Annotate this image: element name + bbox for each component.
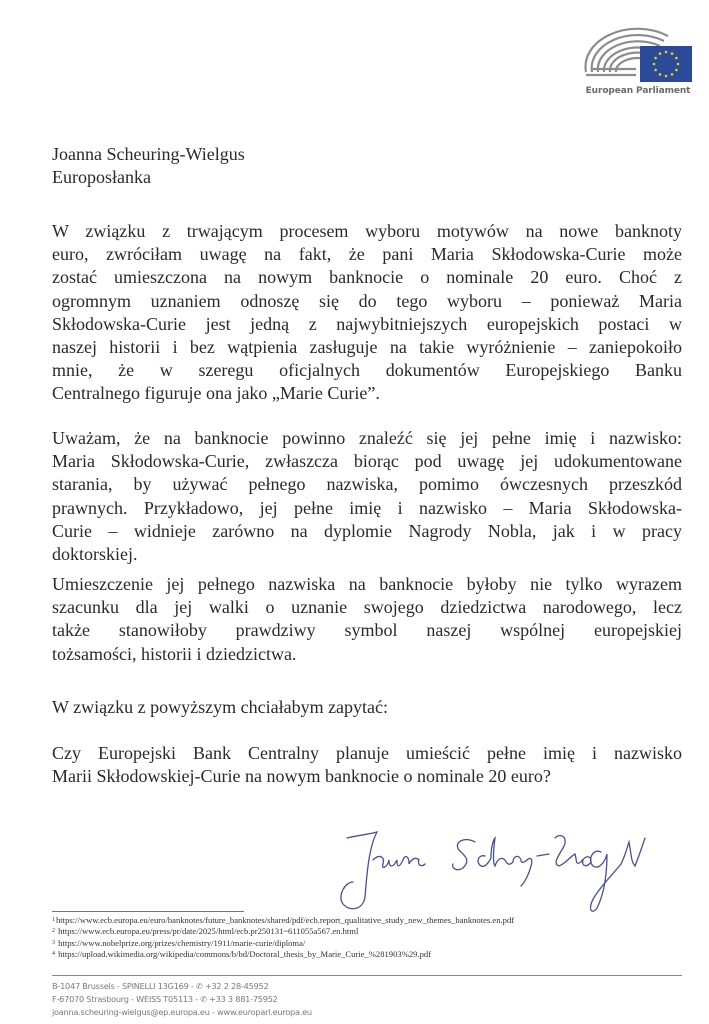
text-line: Czy Europejski Bank Centralny planuje umieścić pełne imię i nazwisko	[52, 743, 682, 763]
contact-strasbourg	[52, 993, 552, 1006]
paragraph-1	[52, 220, 682, 406]
footnote-link[interactable]: https://www.ecb.europa.eu/press/pr/date/2025/html/ecb.pr250131~611055a567.en.html	[58, 926, 359, 937]
strasbourg-address: F-67070 Strasbourg - WEISS T05113 -	[52, 994, 201, 1004]
text-line: Umieszczenie jej pełnego nazwiska na banknocie byłoby nie tylko wyrazem	[52, 574, 682, 594]
text-line: doktorskiej.	[52, 544, 138, 565]
footnote-1[interactable]	[52, 915, 692, 926]
text-line: szacunku dla jej walki o uznanie swojego dziedzictwa narodowego, lecz	[52, 597, 682, 618]
text-line: zostać umieszczona na nowym banknocie o nominale 20 euro. Choć z	[52, 267, 682, 288]
footnote-number: 1	[52, 917, 55, 923]
handwritten-signature	[325, 812, 685, 922]
contact-block	[52, 980, 552, 1019]
footnotes	[52, 915, 692, 961]
text-line: Curie – widnieje zarówno na dyplomie Nagrody Nobla, jak i w pracy	[52, 520, 682, 541]
footnote-number: 2	[52, 928, 55, 935]
footnote-3[interactable]	[52, 938, 692, 949]
hemicycle-flag-icon	[580, 24, 696, 86]
star-icon	[671, 73, 674, 76]
star-icon	[675, 69, 678, 72]
star-icon	[659, 52, 662, 55]
question-paragraph	[52, 742, 682, 788]
text-line: prawnych. Przykładowo, jej pełne imię i nazwisko – Maria Skłodowska-	[52, 497, 682, 518]
star-icon	[659, 73, 662, 76]
star-icon	[654, 57, 657, 60]
sender-name: Joanna Scheuring-Wielgus	[52, 144, 245, 164]
contact-brussels	[52, 980, 552, 993]
star-icon	[653, 63, 656, 66]
star-icon	[677, 63, 680, 66]
phone-icon: ✆	[196, 982, 203, 991]
footer-separator	[52, 975, 682, 976]
text-line: Uważam, że na banknocie powinno znaleźć się jej pełne imię i nazwisko:	[52, 428, 682, 448]
footnote-link[interactable]: https://upload.wikimedia.org/wikipedia/commons/b/bd/Doctoral_thesis_by_Marie_Curie_%281903%29.pdf	[58, 949, 432, 960]
brussels-phone[interactable]: +32 2 28-45952	[204, 981, 269, 991]
footnote-link[interactable]: https://www.nobelprize.org/prizes/chemistry/1911/marie-curie/diploma/	[58, 937, 306, 948]
sender-title: Europosłanka	[52, 167, 151, 187]
text-line: tożsamości, historii i dziedzictwa.	[52, 643, 297, 664]
organization-name: European Parliament	[585, 86, 691, 96]
text-line: naszej historii i bez wątpienia zasługuje na takie wyróżnienie – zaniepokoiło	[52, 337, 682, 358]
brussels-address: B-1047 Brussels - SPINELLI 13G169 -	[52, 981, 196, 991]
text-line: Marii Skłodowskiej-Curie na nowym banknocie o nominale 20 euro?	[52, 766, 551, 787]
star-icon	[665, 75, 668, 78]
text-line: starania, by używać pełnego nazwiska, pomimo ówczesnych przeszkód	[52, 474, 682, 495]
text-line: W związku z trwającym procesem wyboru motywów na nowe banknoty	[52, 221, 682, 241]
signature-icon	[325, 812, 685, 922]
footnote-separator	[52, 911, 244, 912]
european-parliament-logo	[580, 24, 696, 104]
text-line: ogromnym uznaniem odnoszę się do tego wyboru – ponieważ Maria	[52, 290, 682, 311]
text-line: Maria Skłodowska-Curie, zwłaszcza biorąc pod uwagę jej udokumentowane	[52, 451, 682, 472]
footnote-link[interactable]: https://www.ecb.europa.eu/euro/banknotes/future_banknotes/shared/pdf/ecb.report_qualitative_study_new_themes_banknotes.en.pdf	[56, 915, 515, 925]
footnote-2[interactable]	[52, 926, 692, 937]
text-line: mnie, że w szeregu oficjalnych dokumentów Europejskiego Banku	[52, 360, 682, 381]
strasbourg-phone[interactable]: +33 3 881-75952	[209, 994, 278, 1004]
paragraph-3	[52, 573, 682, 666]
text-line: także stanowiłoby prawdziwy symbol naszej wspólnej europejskiej	[52, 620, 682, 641]
star-icon	[665, 51, 668, 54]
paragraph-2	[52, 427, 682, 566]
text-line: euro, zwróciłam uwagę na fakt, że pani Maria Skłodowska-Curie może	[52, 244, 682, 265]
contact-email-web[interactable]: joanna.scheuring-wielgus@ep.europa.eu - www.europarl.europa.eu	[52, 1007, 312, 1017]
text-line: Centralnego figuruje ona jako „Marie Curie”.	[52, 383, 380, 404]
paragraph-4: W związku z powyższym chciałabym zapytać:	[52, 697, 389, 717]
footnote-number: 3	[52, 939, 55, 946]
phone-icon: ✆	[200, 995, 207, 1004]
star-icon	[654, 69, 657, 72]
sender-block	[52, 143, 245, 189]
star-icon	[671, 52, 674, 55]
footnote-number: 4	[52, 951, 55, 958]
text-line: Skłodowska-Curie jest jedną z najwybitniejszych europejskich postaci w	[52, 313, 682, 334]
star-icon	[675, 57, 678, 60]
footnote-4[interactable]	[52, 949, 692, 960]
